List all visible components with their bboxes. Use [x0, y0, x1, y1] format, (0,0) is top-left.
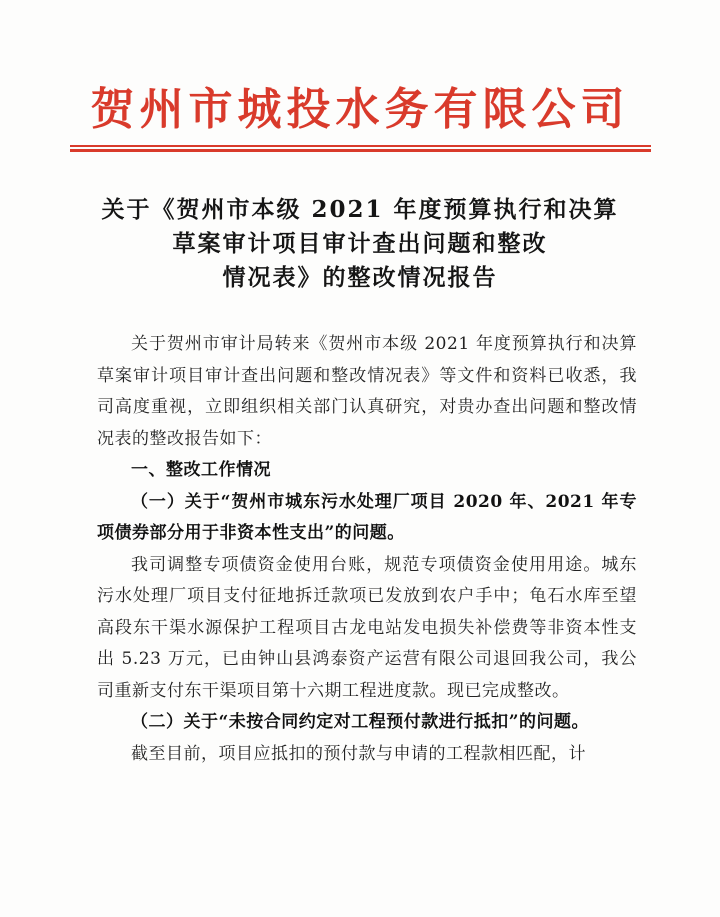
- letterhead-double-rule: [70, 145, 651, 149]
- document-title-line-3: 情况表》的整改情况报告: [222, 264, 498, 291]
- body-paragraph-intro: 关于贺州市审计局转来《贺州市本级 2021 年度预算执行和决算草案审计项目审计查出问题和整改情况表》等文件和资料已收悉，我司高度重视，立即组织相关部门认真研究，对贵办查出问题和整改情况表的整改报告如下：: [97, 334, 637, 449]
- document-body: [97, 329, 637, 770]
- letterhead-double-rule-thick-line: [70, 149, 651, 152]
- document-title-line-1: 关于《贺州市本级 2021 年度预算执行和决算: [101, 196, 619, 223]
- item-2-heading: （二）关于“未按合同约定对工程预付款进行抵扣”的问题。: [131, 712, 590, 732]
- section-heading-rectification-work: 一、整改工作情况: [131, 460, 271, 480]
- letterhead-company-name: 贺州市城投水务有限公司: [90, 84, 630, 135]
- document-title: [0, 193, 720, 295]
- item-2-paragraph: 截至目前，项目应抵扣的预付款与申请的工程款相匹配，计: [131, 743, 586, 764]
- document-title-line-2: 草案审计项目审计查出问题和整改: [172, 230, 548, 257]
- item-1-paragraph: 我司调整专项债资金使用台账，规范专项债资金使用用途。城东污水处理厂项目支付征地拆迁款项已发放到农户手中；龟石水库至望高段东干渠水源保护工程项目古龙电站发电损失补偿费等非资本性支出 5.23 万元，已由钟山县鸿泰资产运营有限公司退回我公司，我公司重新支付东干渠项目第十六期工程进度款。现已完成整改。: [97, 554, 637, 701]
- item-1-heading: （一）关于“贺州市城东污水处理厂项目 2020 年、2021 年专项债券部分用于非资本性支出”的问题。: [97, 491, 637, 543]
